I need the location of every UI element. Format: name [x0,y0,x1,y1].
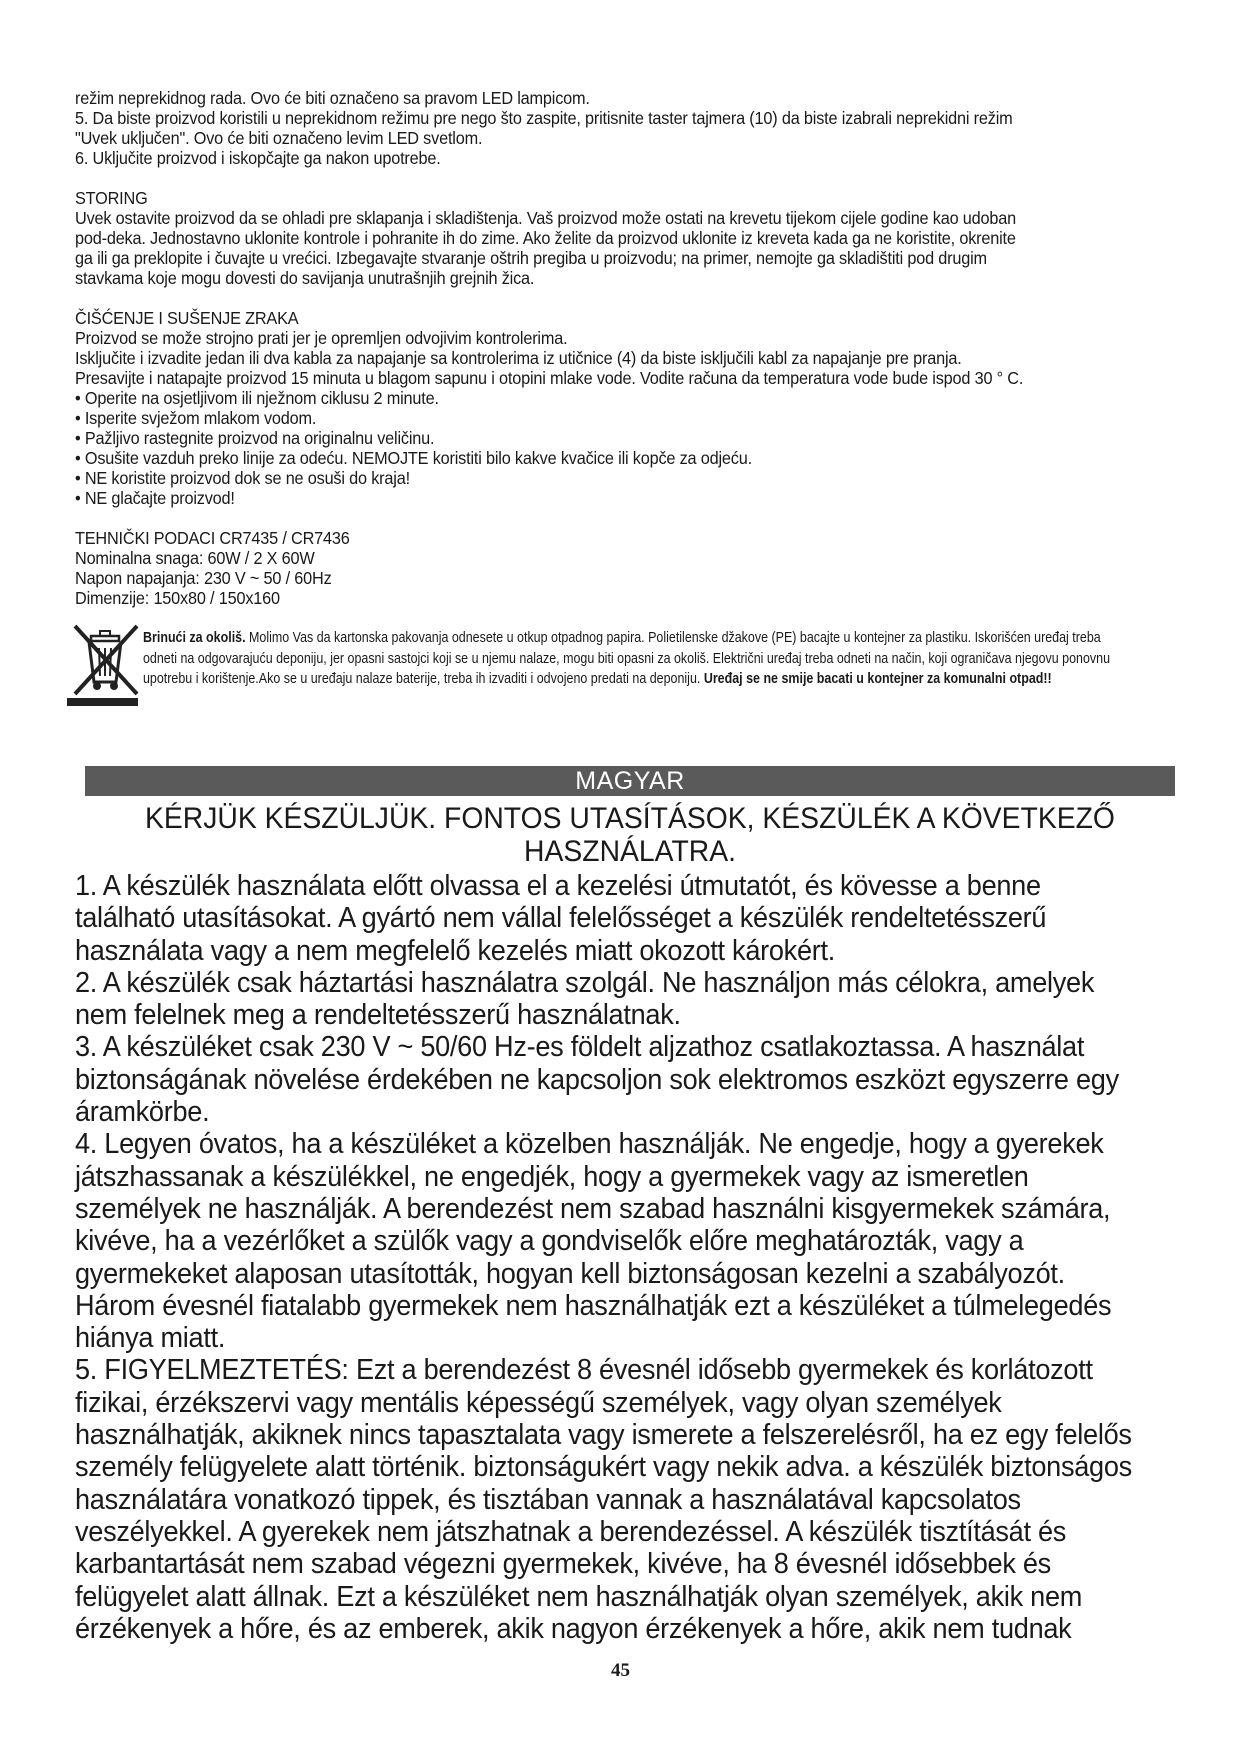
top-instructions [75,88,1172,608]
text-line: játszhassanak a készülékkel, ne engedjék, hogy a gyermekek vagy az ismeretlen [75,1160,1029,1193]
page-number: 45 [611,1660,630,1681]
title-line: HASZNÁLATRA. [524,835,736,868]
text-line: hiánya miatt. [75,1322,226,1355]
text-line: Presavijte i natapajte proizvod 15 minuta u blagom sapunu i otopini mlake vode. Vodite računa da temperatura vode bude ispod 30 ° C. [75,368,1024,388]
document-page [75,88,1175,714]
text-line: 5. Da biste proizvod koristili u neprekidnom režimu pre nego što zaspite, pritisnite taster tajmera (10) da biste izabrali neprekidni režim [75,108,1013,128]
storing-heading: STORING [75,188,148,208]
text-line: režim neprekidnog rada. Ovo će biti označeno sa pravom LED lampicom. [75,88,590,108]
text-line: pod-deka. Jednostavno uklonite kontrole i pohranite ih do zime. Ako želite da proizvod uklonite iz kreveta kada ga ne koristite, okrenite [75,228,1016,248]
bullet-item: • NE koristite proizvod dok se ne osuši do kraja! [75,468,410,488]
tech-line: Dimenzije: 150x80 / 150x160 [75,588,280,608]
text-line: áramkörbe. [75,1096,210,1129]
crossed-bin-icon [67,622,147,712]
text-line: veszélyekkel. A gyerekek nem játszhatnak a berendezéssel. A készülék tisztítását és [75,1515,1067,1548]
bullet-item: • Isperite svježom mlakom vodom. [75,408,317,428]
bullet-item: • Operite na osjetljivom ili nježnom ciklusu 2 minute. [75,388,439,408]
tech-heading: TEHNIČKI PODACI CR7435 / CR7436 [75,528,350,548]
text-line: 3. A készüléket csak 230 V ~ 50/60 Hz-es földelt aljzathoz csatlakoztassa. A használat [75,1031,1085,1064]
text-line: stavkama koje mogu dovesti do savijanja unutrašnjih grejnih žica. [75,268,535,288]
text-line: fizikai, érzékszervi vagy mentális képességű személyek, vagy olyan személyek [75,1386,1002,1419]
title-line: KÉRJÜK KÉSZÜLJÜK. FONTOS UTASÍTÁSOK, KÉSZÜLÉK A KÖVETKEZŐ [145,802,1115,835]
text-line: személy felügyelete alatt történik. biztonságukért vagy nekik adva. a készülék biztonságos [75,1451,1132,1484]
text-line: felügyelet alatt állnak. Ezt a készüléket nem használhatják olyan személyek, akik nem [75,1580,1083,1613]
bullet-item: • Pažljivo rastegnite proizvod na originalnu veličinu. [75,428,435,448]
text-line: Uvek ostavite proizvod da se ohladi pre sklapanja i skladištenja. Vaš proizvod može ostati na krevetu tijekom cijele godine kao udoban [75,208,1016,228]
text-line: karbantartását nem szabad végezni gyermekek, kivéve, ha 8 évesnél idősebbek és [75,1548,1051,1581]
hungarian-section [75,802,1185,1645]
text-line: használhatják, akiknek nincs tapasztalata vagy ismerete a felszerelésről, ha ez egy felelős [75,1419,1132,1452]
text-line: gyermekeket alaposan utasították, hogyan kell biztonságosan kezelni a szabályozót. [75,1257,1065,1290]
text-line: személyek ne használják. A berendezést nem szabad használni kisgyermekek számára, [75,1192,1111,1225]
text-line: érzékenyek a hőre, és az emberek, akik nagyon érzékenyek a hőre, akik nem tudnak [75,1612,1072,1645]
text-line: Három évesnél fiatalabb gyermekek nem használhatják ezt a készüléket a túlmelegedés [75,1289,1112,1322]
text-line: kivéve, ha a vezérlőket a szülők vagy a gondviselők előre meghatározták, vagy a [75,1225,1024,1258]
bullet-item: • NE glačajte proizvod! [75,488,235,508]
recycling-text [143,628,1115,690]
hungarian-title [97,802,1163,868]
text-line: található utasításokat. A gyártó nem vállal felelősséget a készülék rendeltetésszerű [75,902,1047,935]
text-line: használatára vonatkozó tippek, és tisztában vannak a használatával kapcsolatos [75,1483,1021,1516]
text-line: 6. Uključite proizvod i iskopčajte ga nakon upotrebe. [75,148,441,168]
bullet-item: • Osušite vazduh preko linije za odeću. NEMOJTE koristiti bilo kakve kvačice ili kopče za odjeću. [75,448,752,468]
text-line: 1. A készülék használata előtt olvassa el a kezelési útmutatót, és kövesse a benne [75,870,1041,902]
recycling-body: Molimo Vas da kartonska pakovanja odnesete u otkup otpadnog papira. Polietilenske džakove (PE) bacajte u kontejner za plastiku. Iskorišćen uređaj treba odneti na odgovarajuću deponiju, jer opasni sastojci koji se u njemu nalaze, mogu biti opasni za okoliš. Električni uređaj treba odneti na način, koji ograničava njegovu ponovnu upotrebu i korištenje.Ako se u uređaju nalaze baterije, treba ih izvaditi i odvojeno predati na deponiju. [143,630,1111,687]
section-band-magyar: MAGYAR [85,766,1175,796]
text-line: 4. Legyen óvatos, ha a készüléket a közelben használják. Ne engedje, hogy a gyerekek [75,1128,1104,1161]
tech-line: Napon napajanja: 230 V ~ 50 / 60Hz [75,568,332,588]
text-line: használata vagy a nem megfelelő kezelés miatt okozott károkért. [75,934,836,967]
recycling-bold-lead: Brinući za okoliš. [143,630,246,646]
hungarian-body [75,870,1188,1645]
text-line: biztonságának növelése érdekében ne kapcsoljon sok elektromos eszközt egyszerre egy [75,1063,1119,1096]
text-line: Proizvod se može strojno prati jer je opremljen odvojivim kontrolerima. [75,328,568,348]
text-line: ga ili ga preklopite i čuvajte u vrećici. Izbegavajte stvaranje oštrih pregiba u proizvodu; na primer, nemojte ga skladištiti pod drugim [75,248,987,268]
recycling-bold-tail: Uređaj se ne smije bacati u kontejner za komunalni otpad!! [703,671,1052,687]
text-line: "Uvek uključen". Ovo će biti označeno levim LED svetlom. [75,128,483,148]
text-line: nem felelnek meg a rendeltetésszerű használatnak. [75,999,681,1032]
recycling-notice [75,622,1175,714]
text-line: 5. FIGYELMEZTETÉS: Ezt a berendezést 8 évesnél idősebb gyermekek és korlátozott [75,1354,1093,1387]
cleaning-heading: ČIŠĆENJE I SUŠENJE ZRAKA [75,308,299,328]
text-line: Isključite i izvadite jedan ili dva kabla za napajanje sa kontrolerima iz utičnice (4) da biste isključili kabl za napajanje pre pranja. [75,348,962,368]
tech-line: Nominalna snaga: 60W / 2 X 60W [75,548,315,568]
text-line: 2. A készülék csak háztartási használatra szolgál. Ne használjon más célokra, amelyek [75,966,1095,999]
